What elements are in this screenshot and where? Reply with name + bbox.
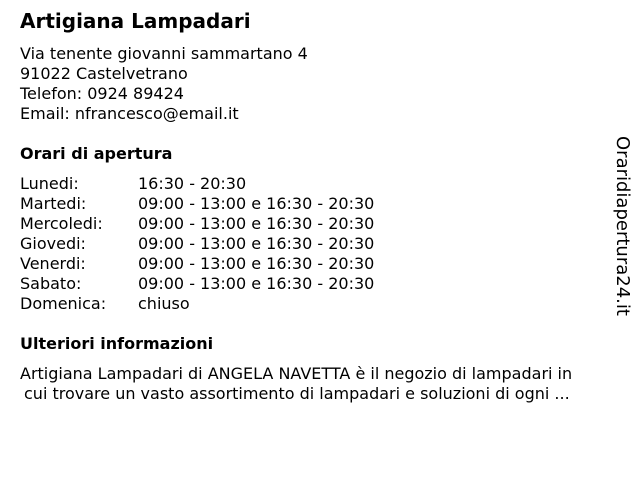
day-label: Martedi: <box>20 194 87 213</box>
day-label: Giovedi: <box>20 234 86 253</box>
day-label: Domenica: <box>20 294 107 313</box>
day-label: Sabato: <box>20 274 82 293</box>
description-line: cui trovare un vasto assortimento di lampadari e soluzioni di ogni ... <box>24 384 570 403</box>
time-value: chiuso <box>138 294 190 313</box>
time-value: 09:00 - 13:00 e 16:30 - 20:30 <box>138 274 375 293</box>
time-value: 09:00 - 13:00 e 16:30 - 20:30 <box>138 194 375 213</box>
business-description <box>20 364 620 404</box>
description-line: Artigiana Lampadari di ANGELA NAVETTA è il negozio di lampadari in <box>20 364 573 383</box>
time-value: 09:00 - 13:00 e 16:30 - 20:30 <box>138 214 375 233</box>
city-postcode: 91022 Castelvetrano <box>20 64 188 83</box>
day-label: Mercoledi: <box>20 214 103 233</box>
time-value: 09:00 - 13:00 e 16:30 - 20:30 <box>138 234 375 253</box>
business-name: Artigiana Lampadari <box>20 9 251 33</box>
site-watermark: Oraridiapertura24.it <box>612 136 633 316</box>
time-value: 16:30 - 20:30 <box>138 174 247 193</box>
email-address: Email: nfrancesco@email.it <box>20 104 239 123</box>
phone-number: Telefon: 0924 89424 <box>20 84 184 103</box>
day-label: Lunedi: <box>20 174 79 193</box>
address-block <box>20 44 308 124</box>
more-info-heading: Ulteriori informazioni <box>20 334 214 353</box>
opening-hours-heading: Orari di apertura <box>20 144 173 163</box>
time-value: 09:00 - 13:00 e 16:30 - 20:30 <box>138 254 375 273</box>
day-label: Venerdi: <box>20 254 86 273</box>
street-address: Via tenente giovanni sammartano 4 <box>20 44 308 63</box>
